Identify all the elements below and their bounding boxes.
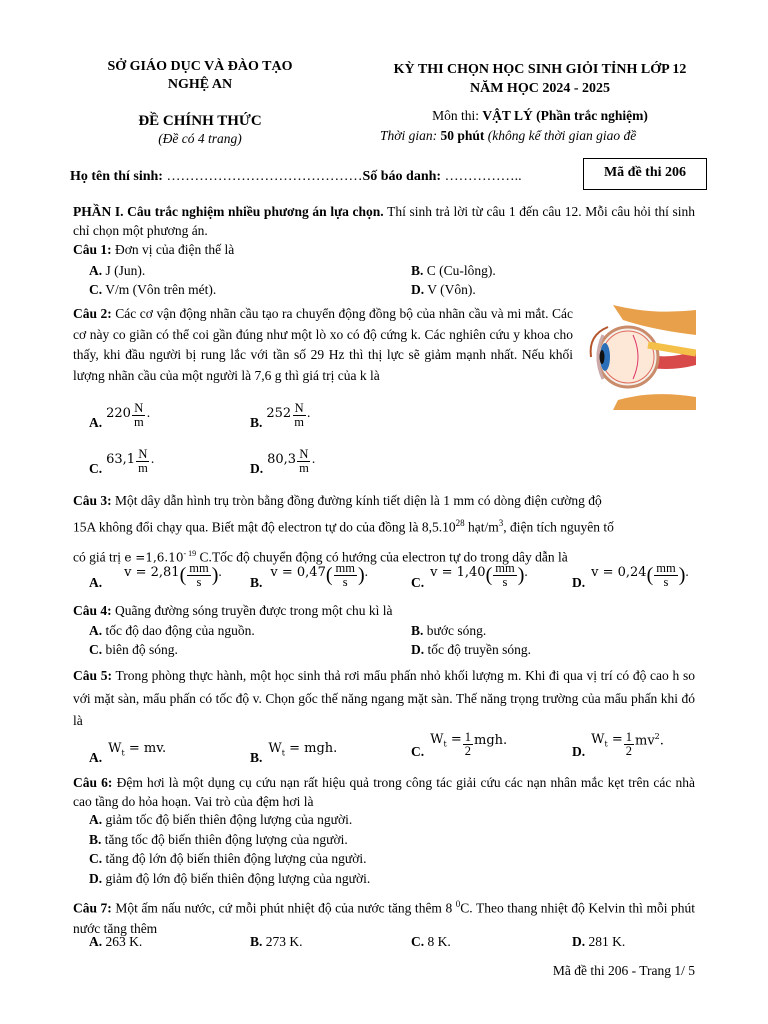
option-value: 220 [106,406,131,422]
q1-text: Đơn vị của điện thế là [111,242,235,257]
half-num: 1 [625,730,632,744]
eye-illustration [583,305,696,410]
q3-option-c[interactable]: C. v = 1,40 ( $\frac{mm}{s}$ ) . [411,561,528,591]
option-text: 8 K. [427,934,451,949]
q6-option-a[interactable] [89,812,352,828]
half-fraction [624,731,634,758]
option-letter: D. [572,575,586,591]
option-letter: C. [89,851,103,866]
q5-text: Trong phòng thực hành, một học sinh thả rơi mẩu phấn nhỏ khối lượng m. Khi đi qua vị trí có độ cao h so với mặt sàn, mẩu phấn có tốc độ v. Chọn gốc thế năng ngang mặt sàn. Thế năng trọng trường của mẩu phấn khi đó là [73,668,695,728]
official-block [70,112,330,148]
q3-line2b: hạt/m [464,519,499,535]
option-sub: t [121,748,125,758]
option-sub: t [604,739,608,749]
school-year: NĂM HỌC 2024 - 2025 [470,81,610,96]
option-letter: B. [89,832,102,847]
q1-option-b[interactable] [411,263,496,279]
unit-fraction [132,402,146,429]
unit-fraction [654,562,677,589]
unit-fraction [136,448,150,475]
q4-option-c[interactable] [89,642,178,658]
time-prefix: Thời gian: [380,128,441,143]
q2-stem [73,304,573,386]
option-text: 281 K. [588,934,626,949]
eye-anatomy-icon [583,305,696,410]
option-letter: C. [89,461,103,477]
q5-option-a[interactable] [89,741,166,766]
option-letter: B. [250,415,263,431]
q4-stem [73,603,393,619]
part1-instructions [73,202,695,240]
q2-text: Các cơ vận động nhãn cầu tạo ra chuyển động đồng bộ của nhãn cầu và mi mắt. Các cơ này co giãn có thể coi gần đúng như một lò xo có độ cứng k. Các nghiên cứu y khoa cho thấy, khi đầu người bị rung lắc với tần số 29 Hz thì thị lực sẽ giảm mạnh nhất. Nếu khối lượng nhãn cầu của một người là 7,6 g thì giá trị của k là [73,306,573,383]
q6-label: Câu 6: [73,775,113,790]
unit-fraction [334,562,357,589]
time-suffix: (không kể thời gian giao đề [484,128,637,143]
q4-option-b[interactable] [411,623,486,639]
option-letter: D. [572,744,586,760]
q6-option-b[interactable] [89,832,348,848]
time-value: 50 phút [440,128,485,143]
option-text: tăng độ lớn độ biến thiên động lượng của người. [105,851,367,866]
q3-charge: e =1,6.10 [124,550,184,564]
option-value: v = 0,24 [591,565,647,581]
department-name: SỞ GIÁO DỤC VÀ ĐÀO TẠO [107,59,293,74]
q3-line2a: 15A không đổi chạy qua. Biết mật độ electron tự do của đồng là 8,5.10 [73,519,456,535]
q5-option-c[interactable]: C. $W_t$ = $\frac{1}{2}$ mgh. [411,730,508,760]
option-letter: A. [89,575,103,591]
option-symbol: W [108,741,122,756]
unit-den: m [299,461,309,476]
option-text: giảm độ lớn độ biến thiên động lượng của người. [105,871,371,886]
q2-option-a[interactable]: A. 220 $\frac{N}{m}$ . [89,401,151,431]
part1-title: PHẦN I. Câu trắc nghiệm nhiều phương án lựa chọn. [73,204,384,219]
option-text: tốc độ dao động của nguồn. [105,623,255,638]
q4-text: Quãng đường sóng truyền được trong một chu kì là [111,603,393,618]
half-den: 2 [625,744,632,759]
q3-label: Câu 3: [73,493,112,508]
option-rhs: = mv. [124,741,167,756]
option-letter: A. [89,623,103,638]
unit-fraction [493,562,516,589]
option-sub: t [281,748,285,758]
subject-prefix: Môn thi: [432,108,483,123]
option-value: 80,3 [267,452,297,468]
option-sub: t [443,739,447,749]
q6-option-d[interactable] [89,871,370,887]
q7-option-d[interactable] [572,934,625,950]
q4-label: Câu 4: [73,603,112,618]
unit-den: s [342,575,348,590]
option-letter: B. [250,749,263,765]
q7-option-a[interactable] [89,934,142,950]
option-rhs: mgh. [474,733,508,749]
subject-name: VẬT LÝ (Phần trắc nghiệm) [482,108,648,123]
unit-fraction [297,448,311,475]
unit-den: s [663,575,669,590]
q3-exp28: 28 [455,518,465,528]
option-letter: C. [411,744,425,760]
q3-line3a: có giá trị [73,549,125,564]
header-left [70,58,330,94]
option-value: 63,1 [106,452,136,468]
q1-stem [73,242,234,258]
q3-stem [73,490,695,568]
option-letter: A. [89,749,103,765]
q7-label: Câu 7: [73,900,112,916]
province-name: NGHỆ AN [167,77,233,92]
option-value: v = 2,81 [124,565,180,581]
unit-num: N [294,401,304,415]
q7-degree: 0 [455,899,461,909]
unit-num: mm [495,561,515,575]
unit-den: m [294,415,304,430]
header-right [340,60,740,98]
option-letter: A. [89,934,103,949]
unit-den: m [138,461,148,476]
option-text: J (Jun). [105,263,146,278]
q6-option-c[interactable] [89,851,367,867]
option-text: 263 K. [105,934,143,949]
option-letter: B. [250,934,263,949]
option-letter: D. [411,642,425,657]
q3-exp19: - 19 [183,548,197,558]
unit-num: N [134,401,144,415]
q4-option-a[interactable] [89,623,255,639]
q3-line2 [73,512,695,539]
option-text: biên độ sóng. [105,642,178,657]
q7-option-b[interactable] [250,934,303,950]
time-line [380,126,702,146]
id-dots: …………….. [444,169,522,184]
option-symbol: W [430,731,444,747]
unit-den: m [133,415,144,430]
half-fraction [463,731,473,758]
unit-num: mm [189,561,209,575]
option-rhs: = mgh. [284,741,338,756]
unit-num: mm [656,561,676,575]
student-info-line [70,169,522,185]
q3-exp3: 3 [498,518,504,528]
q7-text-a: Một ấm nấu nước, cứ mỗi phút nhiệt độ của nước tăng thêm 8 [111,900,456,916]
q2-option-c[interactable]: C. 63,1 $\frac{N}{m}$ . [89,447,155,477]
option-text: V/m (Vôn trên mét). [105,282,217,297]
q3-option-b[interactable]: B. v = 0,47 ( $\frac{mm}{s}$ ) . [250,561,369,591]
subject-line [340,106,740,126]
option-letter: D. [411,282,425,297]
exam-title: KỲ THI CHỌN HỌC SINH GIỎI TỈNH LỚP 12 [393,62,687,77]
q3-line1 [73,490,695,512]
name-label: Họ tên thí sinh: [70,169,167,184]
option-letter: B. [411,263,424,278]
unit-den: s [502,575,508,590]
q6-text: Đệm hơi là một dụng cụ cứu nạn rất hiệu quả trong công tác giải cứu các nạn nhân mắc kẹt trên các nhà cao tầng do hỏa hoạn. Vai trò của đệm hơi là [73,775,695,809]
q5-stem [73,665,695,733]
option-letter: B. [250,575,263,591]
option-letter: C. [411,934,425,949]
official-label: ĐỀ CHÍNH THỨC [138,113,262,129]
unit-num: mm [335,561,355,575]
option-text: C (Cu-lông). [426,263,496,278]
part1-text: Thí sinh trả lời từ câu 1 đến câu 12. Mỗi câu hỏi thí sinh chỉ chọn một phương án. [73,204,695,238]
option-exp: 2 [654,731,660,741]
option-text: tốc độ truyền sóng. [427,642,531,657]
q1-option-c[interactable] [89,282,216,298]
option-text: giảm tốc độ biến thiên động lượng của người. [105,812,353,827]
q1-label: Câu 1: [73,242,112,257]
option-letter: A. [89,263,103,278]
id-label: Số báo danh: [362,169,445,184]
q2-option-d[interactable]: D. 80,3 $\frac{N}{m}$ . [250,447,316,477]
q7-option-c[interactable] [411,934,451,950]
option-value: v = 1,40 [430,565,486,581]
q3-option-a[interactable]: A. v = 2,81 ( $\frac{mm}{s}$ ) . [89,561,222,591]
q3-line2c: , điện tích nguyên tố [503,519,614,535]
option-letter: A. [89,812,103,827]
q3-option-d[interactable]: D. v = 0,24 ( $\frac{mm}{s}$ ) . [572,561,689,591]
q7-stem [73,894,695,939]
unit-fraction [292,402,306,429]
unit-fraction [187,562,210,589]
option-text: tăng tốc độ biến thiên động lượng của người. [104,832,348,847]
q1-option-d[interactable] [411,282,476,298]
unit-num: N [299,447,309,461]
option-letter: C. [89,642,103,657]
half-num: 1 [464,730,471,744]
option-letter: D. [250,461,264,477]
half-den: 2 [464,744,471,759]
option-symbol: W [591,731,605,747]
option-text: 273 K. [265,934,303,949]
q2-option-b[interactable]: B. 252 $\frac{N}{m}$ . [250,401,311,431]
exam-code-box: Mã đề thi 206 [583,158,707,190]
option-value: v = 0,47 [270,565,326,581]
q3-line3b: Tốc độ chuyển động có hướng của electron tự do trong dây dẫn là [211,549,568,564]
option-letter: A. [89,415,103,431]
name-dots: …………………………………… [166,169,363,184]
q5-label: Câu 5: [73,668,112,683]
unit-den: s [196,575,202,590]
page-footer: Mã đề thi 206 - Trang 1/ 5 [552,963,695,978]
q1-option-a[interactable] [89,263,145,279]
q5-option-b[interactable] [250,741,337,766]
q3-charge-unit: C. [196,549,212,564]
q5-option-d[interactable]: D. $W_t$ = $\frac{1}{2}$ $mv^2$. [572,730,664,760]
q4-option-d[interactable] [411,642,531,658]
q3-line1-text: Một dây dẫn hình trụ tròn bằng đồng đường kính tiết diện là 1 mm có dòng điện cường độ [111,493,602,508]
q6-stem [73,773,695,811]
q7-text-b: C. Theo thang nhiệt độ Kelvin thì mỗi phút nước tăng thêm [73,900,695,936]
option-letter: C. [411,575,425,591]
option-value: 252 [266,406,292,422]
option-letter: D. [89,871,103,886]
option-symbol: W [268,741,282,756]
option-letter: C. [89,282,103,297]
pages-note: (Đề có 4 trang) [158,131,242,146]
option-letter: D. [572,934,586,949]
unit-num: N [138,447,148,461]
option-text: V (Vôn). [427,282,476,297]
option-rhs: mv [635,733,655,749]
option-text: bước sóng. [426,623,487,638]
option-letter: B. [411,623,424,638]
q2-label: Câu 2: [73,306,112,321]
